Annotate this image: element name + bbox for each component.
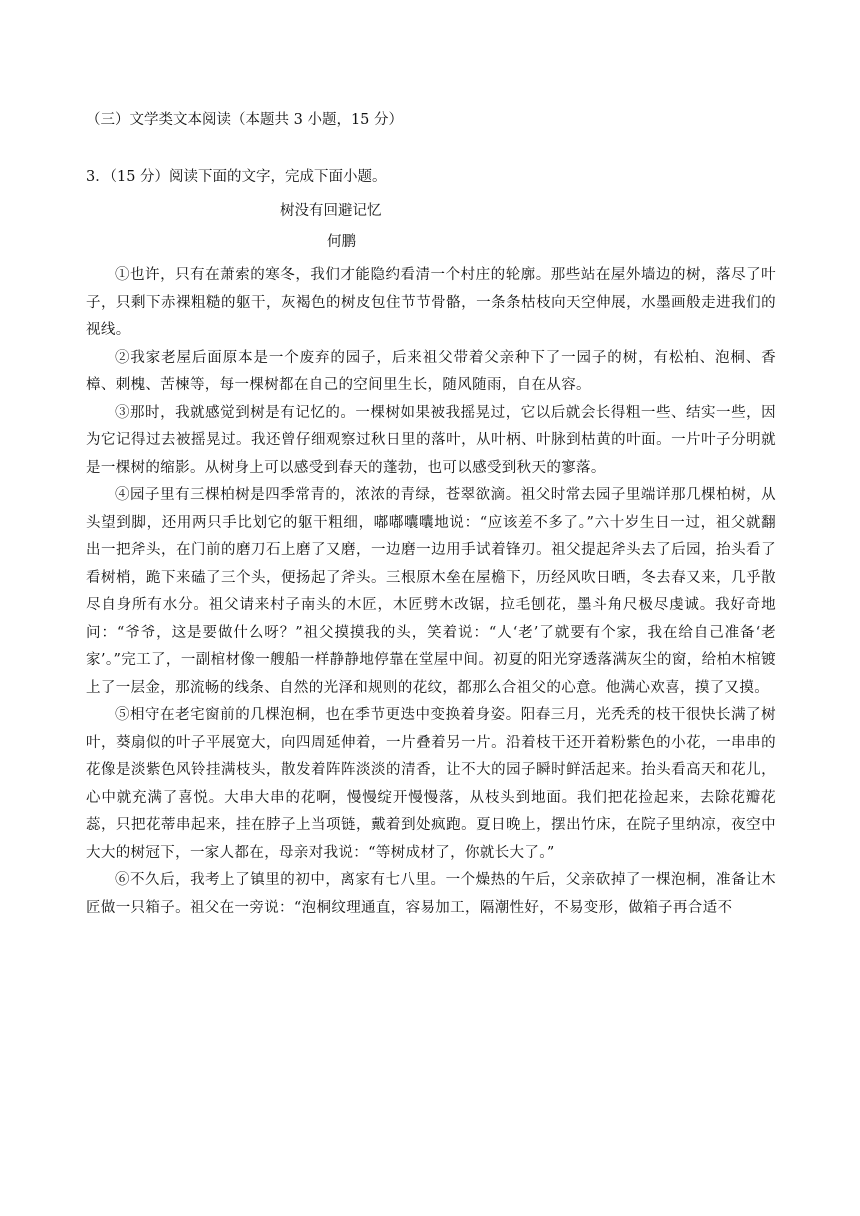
article-author: 何鹏 [327, 234, 356, 250]
paragraph-1: ①也许，只有在萧索的寒冬，我们才能隐约看清一个村庄的轮廓。那些站在屋外墙边的树，落尽了叶子，只剩下赤裸粗糙的躯干，灰褐色的树皮包住节节骨骼，一条条枯枝向天空伸展，水墨画般走进我们的视线。 [86, 267, 776, 338]
article-title: 树没有回避记忆 [280, 203, 382, 219]
paragraph-6: ⑥不久后，我考上了镇里的初中，离家有七八里。一个燥热的午后，父亲砍掉了一棵泡桐，准备让木匠做一只箱子。祖父在一旁说：“泡桐纹理通直，容易加工，隔潮性好，不易变形，做箱子再合适不 [86, 872, 776, 916]
paragraph-4: ④园子里有三棵柏树是四季常青的，浓浓的青绿，苍翠欲滴。祖父时常去园子里端详那几棵柏树，从头望到脚，还用两只手比划它的躯干粗细，嘟嘟囔囔地说：“应该差不多了。”六十岁生日一过，祖父就翻出一把斧头，在门前的磨刀石上磨了又磨，一边磨一边用手试着锋刃。祖父提起斧头去了后园，抬头看了看树梢，跪下来磕了三个头，便扬起了斧头。三根原木垒在屋檐下，历经风吹日晒，冬去春又来，几乎散尽自身所有水分。祖父请来村子南头的木匠，木匠劈木改锯，拉毛刨花，墨斗角尺极尽虔诚。我好奇地问：“爷爷，这是要做什么呀？”祖父摸摸我的头，笑着说：“人‘老’了就要有个家，我在给自己准备‘老家’。”完工了，一副棺材像一艘船一样静静地停靠在堂屋中间。初夏的阳光穿透落满灰尘的窗，给柏木棺镀上了一层金，那流畅的线条、自然的光泽和规则的花纹，都那么合祖父的心意。他满心欢喜，摸了又摸。 [86, 487, 776, 696]
paragraph-3: ③那时，我就感觉到树是有记忆的。一棵树如果被我摇晃过，它以后就会长得粗一些、结实一些，因为它记得过去被摇晃过。我还曾仔细观察过秋日里的落叶，从叶柄、叶脉到枯黄的叶面。一片叶子分明就是一棵树的缩影。从树身上可以感受到春天的蓬勃，也可以感受到秋天的寥落。 [86, 404, 776, 476]
paragraph-2: ②我家老屋后面原本是一个废弃的园子，后来祖父带着父亲种下了一园子的树，有松柏、泡桐、香樟、刺槐、苦楝等，每一棵树都在自己的空间里生长，随风随雨，自在从容。 [86, 349, 776, 393]
paragraph-5: ⑤相守在老宅窗前的几棵泡桐，也在季节更迭中变换着身姿。阳春三月，光秃秃的枝干很快长满了树叶，葵扇似的叶子平展宽大，向四周延伸着，一片叠着另一片。沿着枝干还开着粉紫色的小花，一串串的花像是淡紫色风铃挂满枝头，散发着阵阵淡淡的清香，让不大的园子瞬时鲜活起来。抬头看高天和花儿，心中就充满了喜悦。大串大串的花啊，慢慢绽开慢慢落，从枝头到地面。我们把花捡起来，去除花瓣花蕊，只把花蒂串起来，挂在脖子上当项链，戴着到处疯跑。夏日晚上，摆出竹床，在院子里纳凉，夜空中大大的树冠下，一家人都在，母亲对我说：“等树成材了，你就长大了。” [86, 707, 776, 861]
article-body [86, 262, 776, 922]
question-prompt: 3．（15 分）阅读下面的文字，完成下面小题。 [86, 169, 387, 185]
section-heading: （三）文学类文本阅读（本题共 3 小题，15 分） [86, 112, 404, 128]
